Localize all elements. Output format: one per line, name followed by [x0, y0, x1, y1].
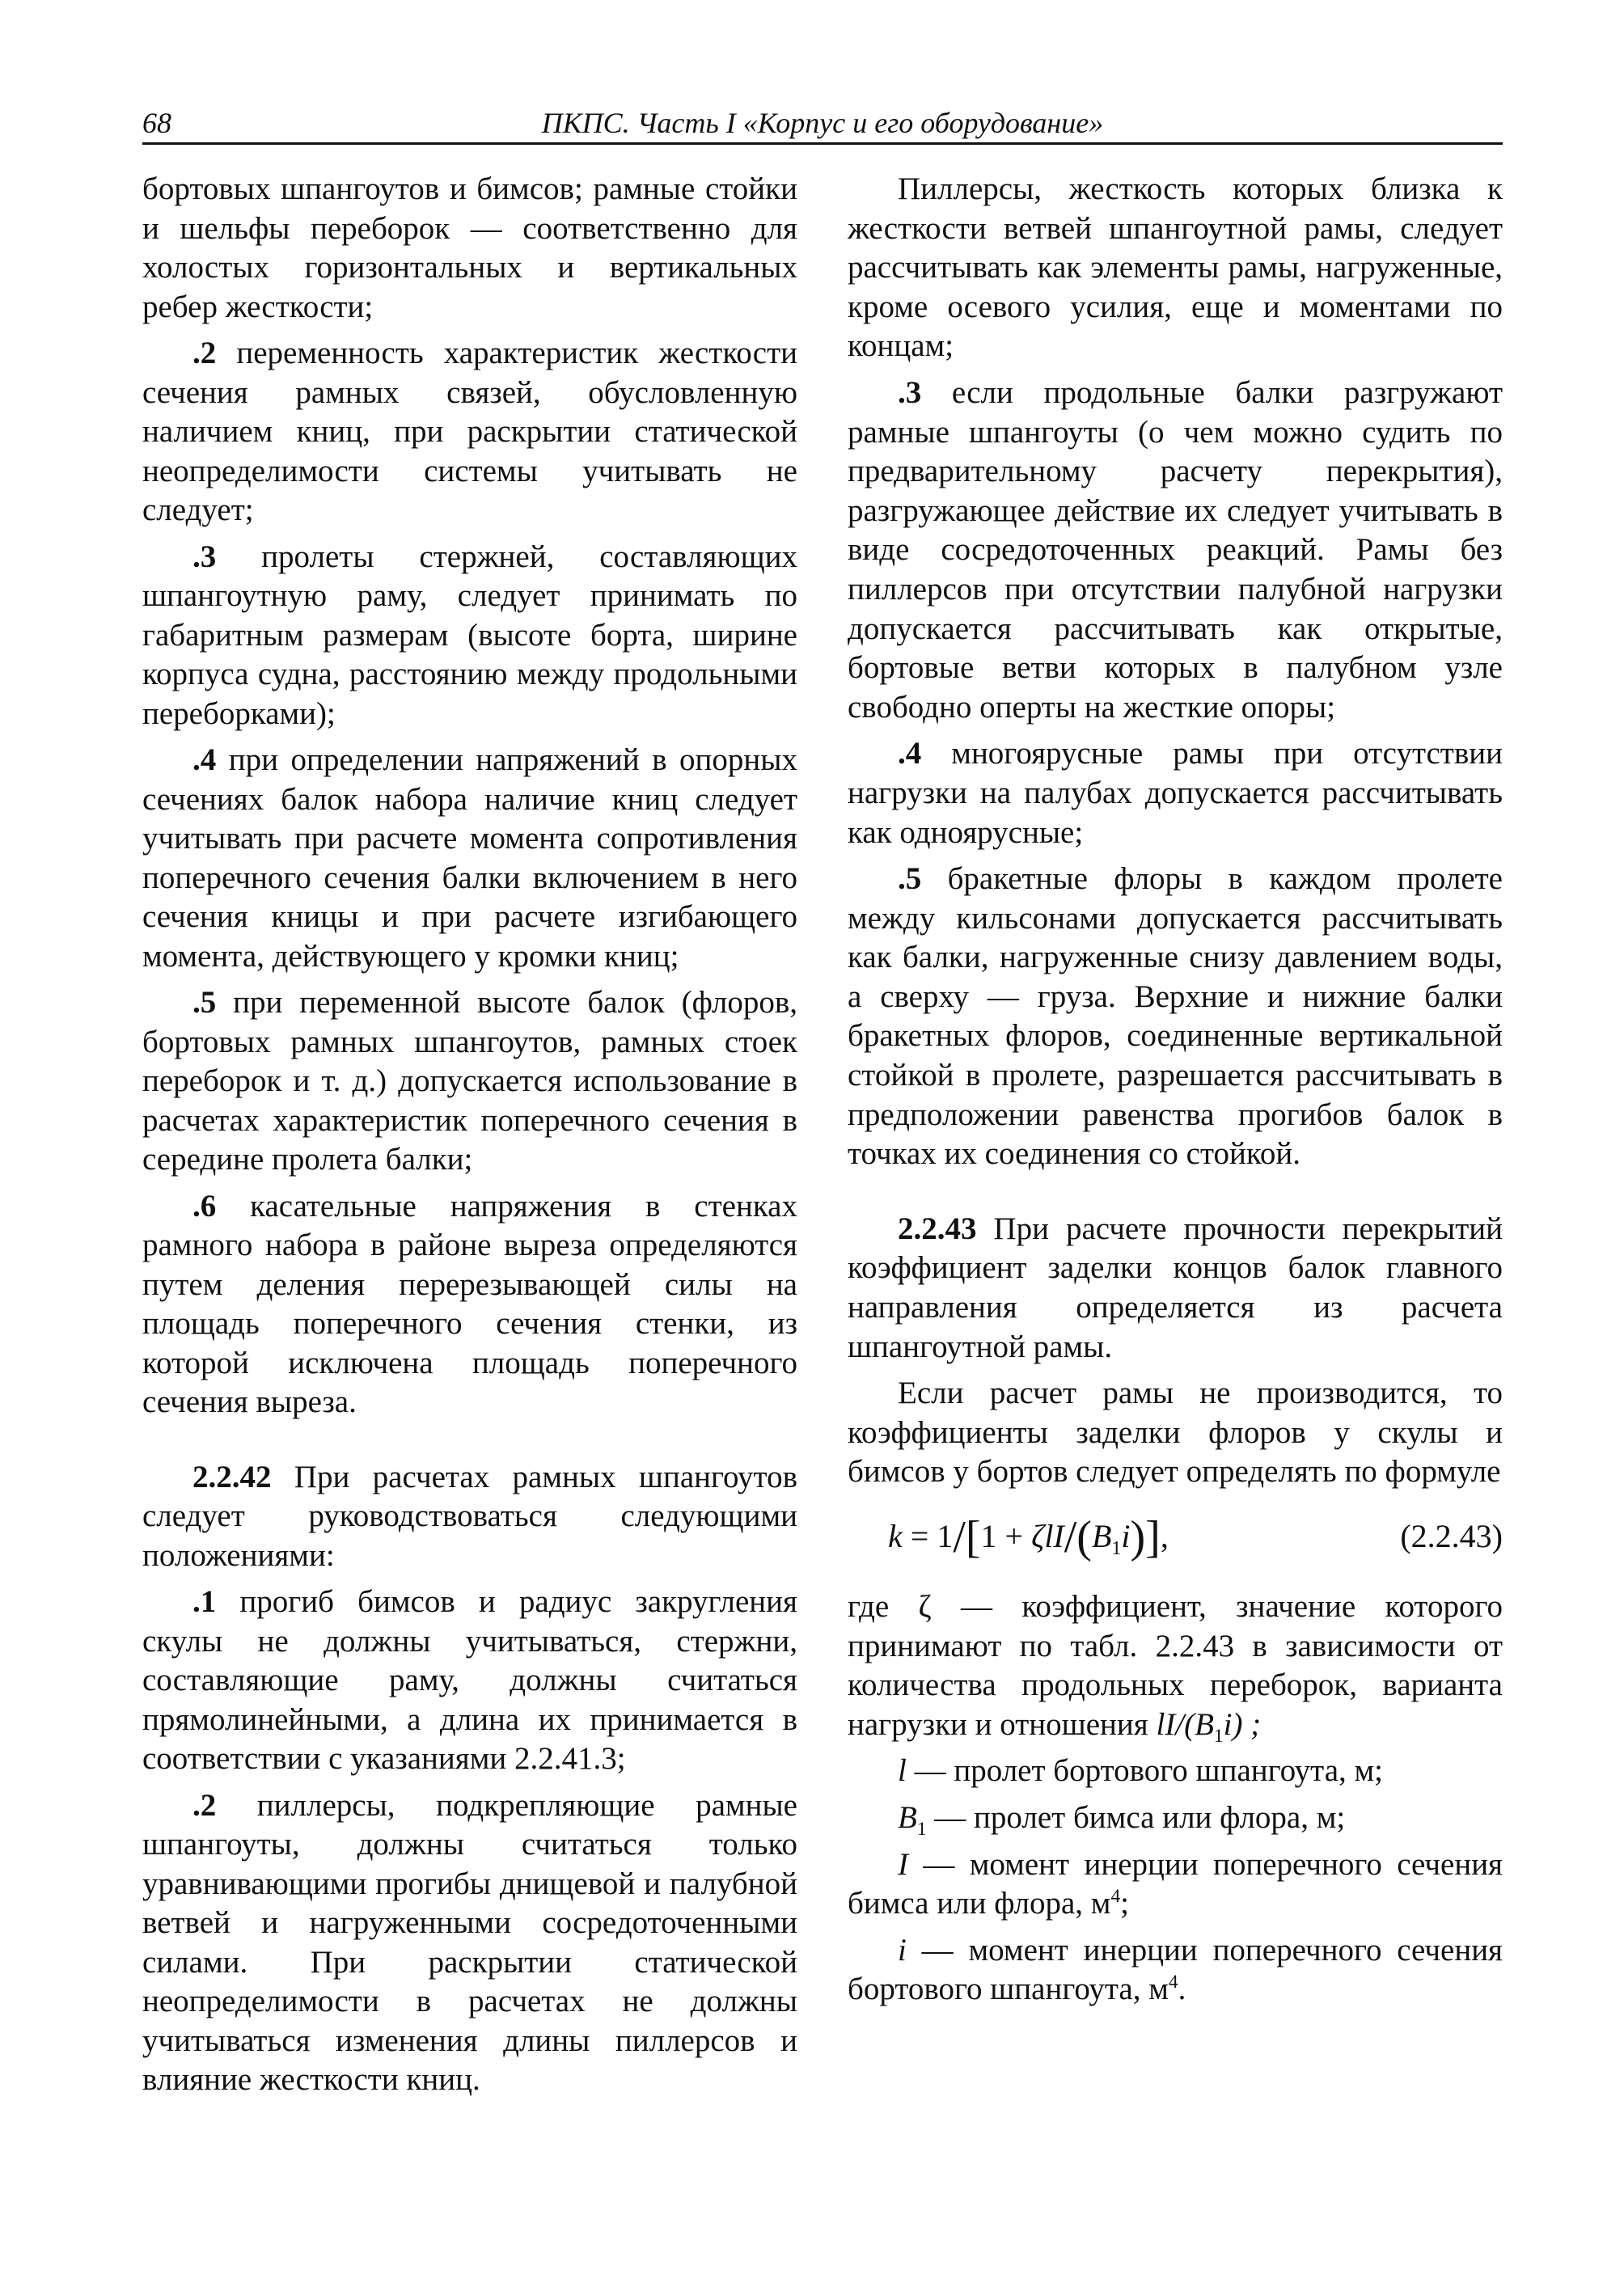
- formula-number: (2.2.43): [1400, 1518, 1503, 1554]
- running-header: [142, 104, 1503, 145]
- list-item-1: .1 прогиб бимсов и радиус закругления скулы не должны учитываться, стержни, составляющие раму, должны считаться прямолинейными, а длина их принимается в соответствии с указаниями 2.2.41.3;: [142, 1584, 797, 1776]
- definition-I: I — момент инерции поперечного сечения бимса или флора, $м^4$;: [848, 1846, 1503, 1921]
- list-item-4: .4 при определении напряжений в опорных сечениях балок набора наличие книц следует учитывать при расчете момента сопротивления поперечного сечения балки включением в него сечения кницы и при расчете изгибающего момента, действующего у кромки книц;: [142, 742, 797, 974]
- formula-2-2-43: [848, 1500, 1503, 1573]
- running-title: ПКПС. Часть I «Корпус и его оборудование»: [541, 107, 1104, 139]
- paragraph: Пиллерсы, жесткость которых близка к жесткости ветвей шпангоутной рамы, следует рассчитывать как элементы рамы, нагруженные, кроме осевого усилия, еще и моментами по концам;: [848, 171, 1503, 364]
- section-number: 2.2.43: [898, 1211, 977, 1246]
- section-2-2-43: 2.2.43 При расчете прочности перекрытий коэффициент заделки концов балок главного направления определяется из расчета шпангоутной рамы.: [848, 1211, 1503, 1364]
- definition-i: i — момент инерции поперечного сечения бортового шпангоута, $м^4$.: [848, 1932, 1503, 2007]
- formula-expression: k = 1/[1 + ζlI/$(B_1i)$],: [888, 1512, 1169, 1562]
- list-item-5: .5 бракетные флоры в каждом пролете между кильсонами допускается рассчитывать как балки, нагруженные снизу давлением воды, а сверху — груза. Верхние и нижние балки бракетных флоров, соединенные вертикальной стойкой в пролете, разрешается рассчитывать в предположении равенства прогибов балок в точках их соединения со стойкой.: [848, 861, 1503, 1172]
- definition-l: l — пролет бортового шпангоута, м;: [898, 1753, 1384, 1789]
- paragraph-where: где ζ — коэффициент, значение которого принимают по табл. 2.2.43 в зависимости от количества продольных переборок, варианта нагрузки и отношения $lI/(B_1i)$ ;: [848, 1589, 1503, 1747]
- right-column: [848, 170, 1503, 2017]
- left-column: [142, 170, 797, 2107]
- paragraph: Если расчет рамы не производится, то коэффициенты заделки флоров у скулы и бимсов у бортов следует определять по формуле: [848, 1376, 1503, 1490]
- definition-b1: $B_1$ — пролет бимса или флора, м;: [898, 1799, 1346, 1840]
- list-item-5: .5 при переменной высоте балок (флоров, бортовых рамных шпангоутов, рамных стоек переборок и т. д.) допускается использование в расчетах характеристик поперечного сечения в середине пролета балки;: [142, 985, 797, 1177]
- section-number: 2.2.42: [192, 1459, 272, 1494]
- list-item-3: .3 пролеты стержней, составляющих шпангоутную раму, следует принимать по габаритным размерам (высоте борта, ширине корпуса судна, расстоянию между продольными переборками);: [142, 539, 797, 731]
- list-item-3: .3 если продольные балки разгружают рамные шпангоуты (о чем можно судить по предварительному расчету перекрытия), разгружающее действие их следует учитывать в виде сосредоточенных реакций. Рамы без пиллерсов при отсутствии палубной нагрузки допускается рассчитывать как открытые, бортовые ветви которых в палубном узле свободно оперты на жесткие опоры;: [848, 374, 1503, 725]
- list-item-2: .2 переменность характеристик жесткости сечения рамных связей, обусловленную наличием книц, при раскрытии статической неопределимости системы учитывать не следует;: [142, 336, 797, 527]
- section-2-2-42: 2.2.42 При расчетах рамных шпангоутов следует руководствоваться следующими положениями:: [142, 1459, 797, 1573]
- list-item-4: .4 многоярусные рамы при отсутствии нагрузки на палубах допускается рассчитывать как одноярусные;: [848, 736, 1503, 850]
- list-item-2b: .2 пиллерсы, подкрепляющие рамные шпангоуты, должны считаться только уравнивающими прогибы днищевой и палубной ветвей и нагруженными сосредоточенными силами. При раскрытии статической неопределимости в расчетах не должны учитываться изменения длины пиллерсов и влияние жесткости книц.: [142, 1787, 797, 2097]
- paragraph: бортовых шпангоутов и бимсов; рамные стойки и шельфы переборок — соответственно для холостых горизонтальных и вертикальных ребер жесткости;: [142, 171, 797, 324]
- list-item-6: .6 касательные напряжения в стенках рамного набора в районе выреза определяются путем деления перерезывающей силы на площадь поперечного сечения стенки, из которой исключена площадь поперечного сечения выреза.: [142, 1188, 797, 1419]
- page-number: 68: [142, 107, 171, 139]
